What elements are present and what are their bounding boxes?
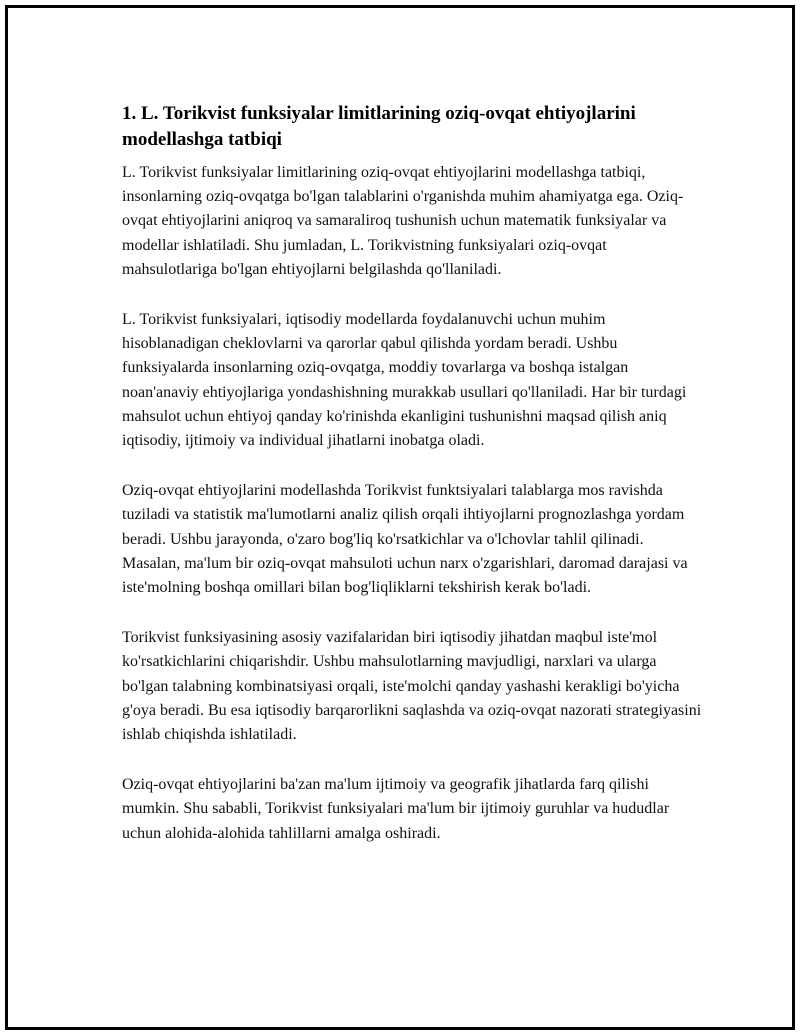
paragraph-2: L. Torikvist funksiyalari, iqtisodiy modellarda foydalanuvchi uchun muhim hisoblanadigan cheklovlarni va qarorlar qabul qilishda yordam beradi. Ushbu funksiyalarda insonlarning oziq-ovqatga, moddiy tovarlarga va boshqa istalgan noan'anaviy ehtiyojlariga yondashishning murakkab usullari qo'llaniladi. Har bir turdagi mahsulot uchun ehtiyoj qanday ko'rinishda ekanligini tushunishni maqsad qilish aniq iqtisodiy, ijtimoiy va individual jihatlarni inobatga oladi. — [122, 311, 687, 450]
paragraph-1: L. Torikvist funksiyalar limitlarining oziq-ovqat ehtiyojlarini modellashga tatbiqi, insonlarning oziq-ovqatga bo'lgan talablarini o'rganishda muhim ahamiyatga ega. Oziq-ovqat ehtiyojlarini aniqroq va samaraliroq tushunish uchun matematik funksiyalar va modellar ishlatiladi. Shu jumladan, L. Torikvistning funksiyalari oziq-ovqat mahsulotlariga bo'lgan ehtiyojlarni belgilashda qo'llaniladi. — [122, 164, 684, 278]
paragraph-5: Oziq-ovqat ehtiyojlarini ba'zan ma'lum ijtimoiy va geografik jihatlarda farq qilishi mumkin. Shu sababli, Torikvist funksiyalari ma'lum bir ijtimoiy guruhlar va hududlar uchun alohida-alohida tahlillarni amalga oshiradi. — [122, 776, 670, 842]
document-body — [122, 101, 702, 872]
paragraph-3: Oziq-ovqat ehtiyojlarini modellashda Torikvist funktsiyalari talablarga mos ravishda tuziladi va statistik ma'lumotlarni analiz qilish orqali ihtiyojlarni prognozlashga yordam beradi. Ushbu jarayonda, o'zaro bog'liq ko'rsatkichlar va o'lchovlar tahlil qilinadi. Masalan, ma'lum bir oziq-ovqat mahsuloti uchun narx o'zgarishlari, daromad darajasi va iste'molning boshqa omillari bilan bog'liqliklarni tekshirish kerak bo'ladi. — [122, 482, 688, 597]
section-heading: 1. L. Torikvist funksiyalar limitlarining oziq-ovqat ehtiyojlarini modellashga tatbiqi — [122, 103, 636, 150]
page-frame — [5, 5, 795, 1030]
paragraph-4: Torikvist funksiyasining asosiy vazifalaridan biri iqtisodiy jihatdan maqbul iste'mol ko'rsatkichlarini chiqarishdir. Ushbu mahsulotlarning mavjudligi, narxlari va ularga bo'lgan talabning kombinatsiyasi orqali, iste'molchi qanday yashashi kerakligi bo'yicha g'oya beradi. Bu esa iqtisodiy barqarorlikni saqlashda va oziq-ovqat nazorati strategiyasini ishlab chiqishda ishlatiladi. — [122, 629, 702, 744]
